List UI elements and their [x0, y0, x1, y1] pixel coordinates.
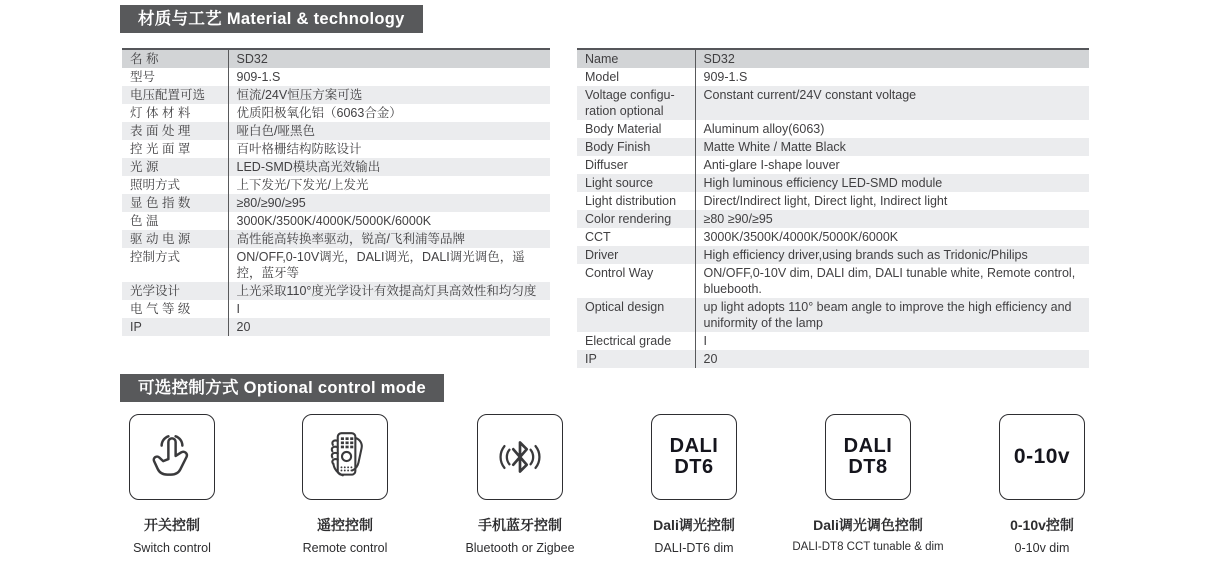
section-header-optional-control-mode: 可选控制方式 Optional control mode	[120, 374, 444, 402]
spec-value: Direct/Indirect light, Direct light, Indirect light	[703, 194, 948, 208]
zero-ten-volt-icon	[999, 414, 1085, 500]
spec-label: 驱 动 电 源	[122, 230, 228, 248]
spec-label: 控 光 面 罩	[122, 140, 228, 158]
spec-label: Diffuser	[577, 156, 695, 174]
spec-label: Model	[577, 68, 695, 86]
table-row	[122, 318, 550, 336]
spec-value: Constant current/24V constant voltage	[703, 88, 917, 102]
control-mode-row	[0, 414, 1214, 564]
control-card-dali-dt8	[783, 414, 953, 553]
control-label-en: Remote control	[302, 541, 388, 555]
spec-label: 型号	[122, 68, 228, 86]
table-row	[577, 228, 1089, 246]
table-row	[122, 230, 550, 248]
spec-label: 灯 体 材 料	[122, 104, 228, 122]
table-row	[122, 158, 550, 176]
spec-value: I	[703, 334, 707, 348]
spec-value: ON/OFF,0-10V调光，DALI调光，DALI调光调色，遥控，蓝牙等	[236, 250, 525, 280]
spec-value: High luminous efficiency LED-SMD module	[703, 176, 943, 190]
spec-value: ≥80 ≥90/≥95	[703, 212, 773, 226]
spec-value: ON/OFF,0-10V dim, DALI dim, DALI tunable white, Remote control, bluebooth.	[703, 266, 1076, 296]
spec-value: Anti-glare I-shape louver	[703, 158, 840, 172]
table-row	[577, 332, 1089, 350]
control-label-zh: 开关控制	[144, 517, 200, 533]
spec-label: Name	[577, 49, 695, 68]
spec-label: 电 气 等 级	[122, 300, 228, 318]
control-card-switch	[87, 414, 257, 555]
spec-value: 20	[703, 352, 718, 366]
table-row	[577, 264, 1089, 298]
table-row	[577, 298, 1089, 332]
spec-label: 表 面 处 理	[122, 122, 228, 140]
spec-table-chinese	[122, 48, 550, 336]
spec-label: Voltage configu-ration optional	[577, 86, 695, 120]
table-row	[122, 248, 550, 282]
control-label-en: DALI-DT6 dim	[654, 541, 734, 555]
table-row	[577, 156, 1089, 174]
control-label-zh: 遥控控制	[317, 517, 373, 533]
spec-value: ≥80/≥90/≥95	[236, 196, 306, 210]
control-label-en: DALI-DT8 CCT tunable & dim	[792, 541, 944, 553]
spec-label: 色 温	[122, 212, 228, 230]
table-row	[122, 104, 550, 122]
table-row	[577, 68, 1089, 86]
spec-value: 909-1.S	[703, 70, 748, 84]
control-label-zh: Dali调光调色控制	[813, 517, 923, 533]
control-card-dali-dt6	[609, 414, 779, 555]
table-row	[122, 122, 550, 140]
table-row	[122, 282, 550, 300]
spec-value: 优质阳极氧化铝（6063合金）	[236, 106, 402, 120]
spec-value: 上下发光/下发光/上发光	[236, 178, 369, 192]
spec-label: Control Way	[577, 264, 695, 298]
control-label-zh: 手机蓝牙控制	[478, 517, 562, 533]
spec-value: Aluminum alloy(6063)	[703, 122, 825, 136]
table-row	[577, 138, 1089, 156]
spec-value: up light adopts 110° beam angle to improve the high efficiency and uniformity of the lamp	[703, 300, 1072, 330]
table-row	[122, 49, 550, 68]
table-row	[577, 86, 1089, 120]
spec-label: 光学设计	[122, 282, 228, 300]
dali-dt6-text-line2: DT6	[674, 456, 714, 478]
spec-value: Matte White / Matte Black	[703, 140, 846, 154]
spec-value: 20	[236, 320, 251, 334]
spec-label: IP	[577, 350, 695, 368]
zero-ten-volt-text: 0-10v	[1013, 445, 1071, 468]
control-card-remote	[260, 414, 430, 555]
spec-value: SD32	[703, 52, 735, 66]
dali-dt8-text-line1: DALI	[843, 435, 893, 457]
spec-label: 名 称	[122, 49, 228, 68]
spec-label: Body Material	[577, 120, 695, 138]
control-label-en: 0-10v dim	[1014, 541, 1070, 555]
spec-value: 上光采取110°度光学设计有效提高灯具高效性和均匀度	[236, 284, 537, 298]
spec-table-english	[577, 48, 1089, 368]
spec-value: 3000K/3500K/4000K/5000K/6000K	[236, 214, 432, 228]
table-row	[122, 300, 550, 318]
spec-value: 百叶格栅结构防眩设计	[236, 142, 362, 156]
remote-icon	[302, 414, 388, 500]
spec-label: 控制方式	[122, 248, 228, 282]
spec-label: IP	[122, 318, 228, 336]
table-row	[577, 120, 1089, 138]
spec-value: LED-SMD模块高光效输出	[236, 160, 381, 174]
table-row	[122, 212, 550, 230]
table-row	[122, 194, 550, 212]
table-row	[577, 210, 1089, 228]
spec-label: 显 色 指 数	[122, 194, 228, 212]
spec-value: 恒流/24V恒压方案可选	[236, 88, 363, 102]
spec-label: Light source	[577, 174, 695, 192]
spec-value: 3000K/3500K/4000K/5000K/6000K	[703, 230, 899, 244]
spec-label: Driver	[577, 246, 695, 264]
control-label-en: Bluetooth or Zigbee	[465, 541, 575, 555]
control-card-0-10v	[957, 414, 1127, 555]
spec-value: I	[236, 302, 240, 316]
spec-label: Electrical grade	[577, 332, 695, 350]
bluetooth-icon	[477, 414, 563, 500]
table-row	[577, 192, 1089, 210]
spec-label: 光 源	[122, 158, 228, 176]
control-label-zh: Dali调光控制	[653, 517, 735, 533]
spec-value: 高性能高转换率驱动，锐高/飞利浦等品牌	[236, 232, 465, 246]
spec-label: Light distribution	[577, 192, 695, 210]
table-row	[122, 86, 550, 104]
spec-label: 电压配置可选	[122, 86, 228, 104]
table-row	[122, 68, 550, 86]
dali-dt8-icon	[825, 414, 911, 500]
spec-value: 909-1.S	[236, 70, 281, 84]
spec-value: 哑白色/哑黑色	[236, 124, 315, 138]
control-label-en: Switch control	[133, 541, 211, 555]
dali-dt8-text-line2: DT8	[848, 456, 888, 478]
table-row	[577, 49, 1089, 68]
table-row	[122, 176, 550, 194]
table-row	[577, 246, 1089, 264]
table-row	[577, 174, 1089, 192]
table-row	[577, 350, 1089, 368]
spec-label: Color rendering	[577, 210, 695, 228]
control-card-bluetooth	[435, 414, 605, 555]
spec-label: Optical design	[577, 298, 695, 332]
spec-value: SD32	[236, 52, 268, 66]
spec-value: High efficiency driver,using brands such as Tridonic/Philips	[703, 248, 1028, 262]
spec-label: 照明方式	[122, 176, 228, 194]
control-label-zh: 0-10v控制	[1010, 517, 1074, 533]
dali-dt6-icon	[651, 414, 737, 500]
section-header-material-technology: 材质与工艺 Material & technology	[120, 5, 423, 33]
table-row	[122, 140, 550, 158]
spec-label: CCT	[577, 228, 695, 246]
dali-dt6-text-line1: DALI	[669, 435, 719, 457]
touch-icon	[129, 414, 215, 500]
spec-label: Body Finish	[577, 138, 695, 156]
